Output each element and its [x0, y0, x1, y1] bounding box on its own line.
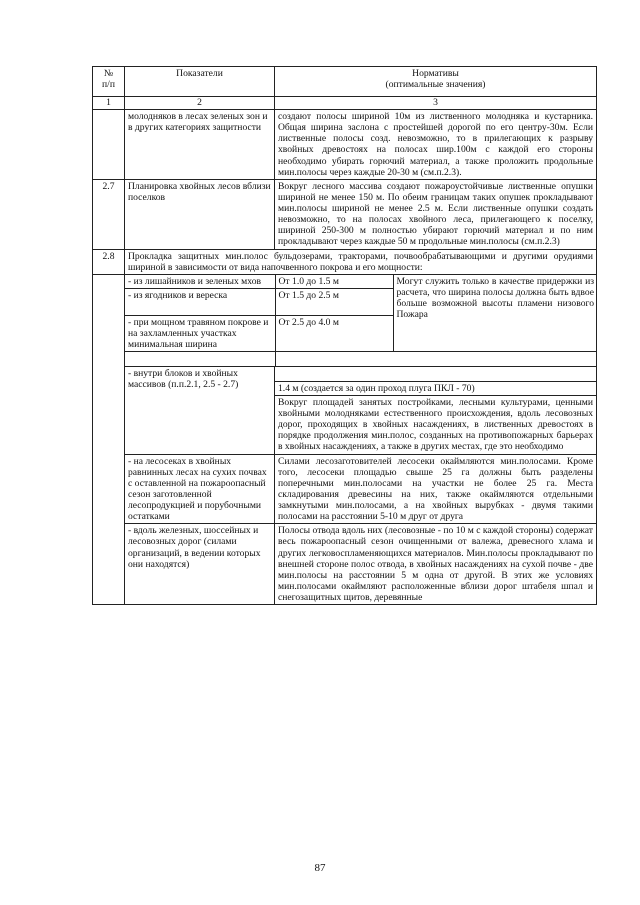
- row-norm: Силами лесозаготовителей лесосеки окаймляются мин.полосами. Кроме того, лесосеки площадью свыше 25 га должны быть разделены поперечными мин.полосами на участки не более 25 га. Места складирования древесины на них, также окаймляются отдельными замкнутыми мин.полосами, а на хвойных вырубках - двумя такими полосами на расстоянии 5-10 м друг от друга: [275, 454, 597, 524]
- header-norms-title: Нормативы: [412, 68, 459, 79]
- row-norm: Вокруг лесного массива создают пожароустойчивые лиственные опушки шириной не менее 150 м. По обеим границам таких опушек прокладывают мин.полосы шириной не менее 2.5 м. Если лиственные опушки создать невозможно, то на полосах хвойного леса, прилегающего к поселку, шириной 250-300 м полностью убирают горючий материал и по ним прокладывают через каждые 50 м продольные мин.полосы (см.п.2.3): [275, 179, 597, 249]
- column-number-2: 2: [125, 97, 275, 110]
- row-title: Прокладка защитных мин.полос бульдозерами, тракторами, почвообрабатывающими и другими орудиями шириной в зависимости от вида напочвенного покрова и его мощности:: [125, 249, 597, 274]
- table-row-continuation: [93, 110, 597, 180]
- header-indicators: Показатели: [125, 67, 275, 97]
- row-indicator: - из лишайников и зеленых мхов: [125, 275, 275, 289]
- row-number: 2.7: [93, 179, 125, 249]
- column-numbers-row: [93, 97, 597, 110]
- side-note: Могут служить только в качестве придержки из расчета, что ширина полосы должна быть вдвое больше возможной высоты пламени низового Пожара: [393, 275, 597, 352]
- table-row-cuts: [93, 454, 597, 524]
- table-header-row: [93, 67, 597, 97]
- table-row-2-8-widths: [93, 274, 597, 366]
- widths-subtable-cell: [125, 274, 597, 366]
- table-row-roads: [93, 524, 597, 605]
- row-indicator: - из ягодников и вереска: [125, 288, 275, 315]
- row-number: 2.8: [93, 249, 125, 274]
- widths-empty-row: [125, 352, 597, 366]
- plow-width-value: 1.4 м (создается за один проход плуга ПКЛ - 70): [275, 382, 596, 396]
- row-width-value: От 2.5 до 4.0 м: [275, 315, 393, 351]
- header-norms: [275, 67, 597, 97]
- inner-blocks-cell: [275, 366, 597, 454]
- table-row-2-7: [93, 179, 597, 249]
- row-number: [93, 110, 125, 180]
- row-width-value: От 1.5 до 2.5 м: [275, 288, 393, 315]
- norms-table: [92, 66, 597, 605]
- column-number-1: 1: [93, 97, 125, 110]
- table-row-2-8: [93, 249, 597, 274]
- row-norm: Полосы отвода вдоль них (лесовозные - по 10 м с каждой стороны) содержат весь пожароопасный сезон очищенными от валежа, древесного хлама и других легковоспламеняющихся материалов. Мин.полосы прокладывают по внешней стороне полос отвода, в хвойных насаждениях на сухой почве - две мин.полосы на расстоянии 5 м одна от другой. В этих же условиях мин.полосами окаймляют расположенные вблизи дорог штабеля шпал и снегозащитных щитов, деревянные: [275, 524, 597, 605]
- header-norms-subtitle: (оптимальные значения): [385, 79, 486, 91]
- row-width-value: От 1.0 до 1.5 м: [275, 275, 393, 289]
- empty-cell: [125, 352, 275, 366]
- row-indicator: молодняков в лесах зеленых зон и в других категориях защитности: [125, 110, 275, 180]
- row-indicator: Планировка хвойных лесов вблизи поселков: [125, 179, 275, 249]
- row-indicator: - на лесосеках в хвойных равнинных лесах на сухих почвах с оставленной на пожароопасный сезон заготовленной лесопродукцией и порубочными остатками: [125, 454, 275, 524]
- row-indicator: - вдоль железных, шоссейных и лесовозных дорог (силами организаций, в ведении которых они находятся): [125, 524, 275, 605]
- empty-line: [275, 367, 596, 382]
- row-indicator: - внутри блоков и хвойных массивов (п.п.2.1, 2.5 - 2.7): [125, 366, 275, 454]
- header-number: № п/п: [93, 67, 125, 97]
- widths-row: [125, 275, 597, 289]
- row-indicator: - при мощном травяном покрове и на захламленных участках минимальная ширина: [125, 315, 275, 351]
- table-row-inner-blocks: [93, 366, 597, 454]
- row-norm: Вокруг площадей занятых постройками, лесными культурами, ценными хвойными молодняками естественного происхождения, вдоль лесовозных дорог, проходящих в хвойных насаждениях, в лиственных древостоях в порядке продолжения мин.полос, созданных на противопожарных барьерах в хвойных насаждениях, а также в других местах, где это необходимо: [278, 396, 593, 453]
- widths-subtable: [125, 275, 597, 366]
- empty-cell: [275, 352, 597, 366]
- row-norm: создают полосы шириной 10м из лиственного молодняка и кустарника. Общая ширина заслона с простейшей дорогой по его центру-30м. Если лиственные полосы созд. невозможно, то в прилегающих к разрыву хвойных древостоях на полосах шир.100м с каждой его стороны необходимо убирать горючий материал, а также проложить продольные мин.полосы через каждые 20-30 м (см.п.2.3).: [275, 110, 597, 180]
- column-number-3: 3: [275, 97, 597, 110]
- row-number-empty: [93, 274, 125, 604]
- page-number: 87: [314, 862, 326, 874]
